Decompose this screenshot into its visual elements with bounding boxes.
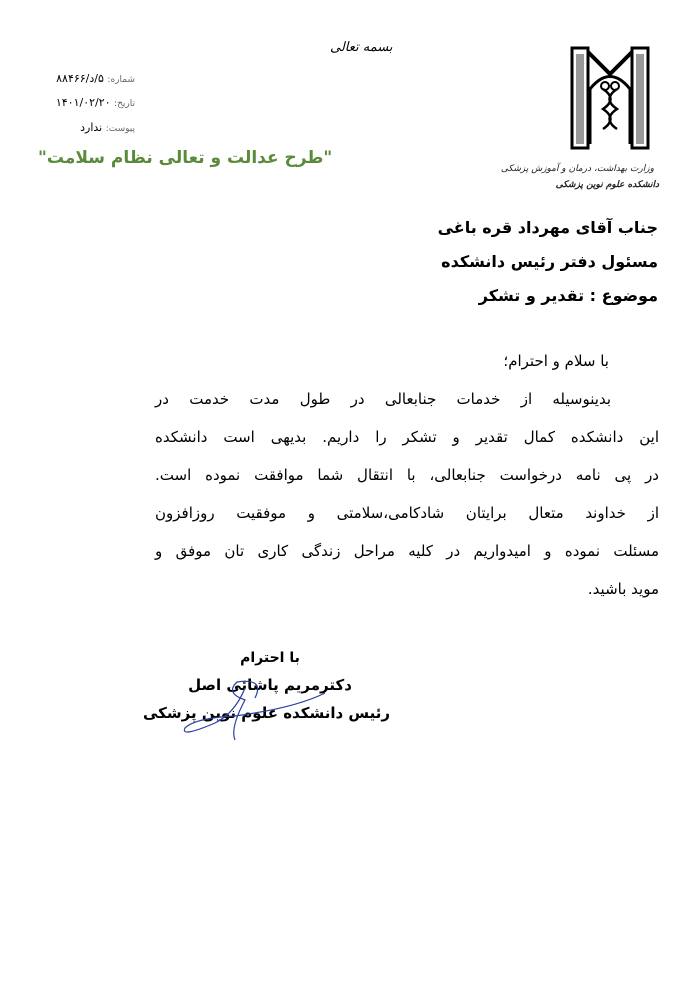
addressee-position: مسئول دفتر رئیس دانشکده [441, 252, 658, 271]
signature-closing: با احترام [240, 650, 300, 666]
number-label: شماره: [107, 75, 135, 85]
letter-date [56, 96, 135, 109]
body-line: بدینوسیله از خدمات جنابعالی در طول مدت خدمت در [155, 390, 611, 408]
addressee-name: جناب آقای مهرداد قره باغی [437, 218, 658, 237]
logo-caption-school: دانشکده علوم نوین پزشکی [555, 180, 659, 190]
body-line: در پی نامه درخواست جنابعالی، با انتقال شما موافقت نموده است. [155, 466, 659, 484]
attachment-value: ندارد [80, 121, 103, 134]
university-logo [568, 44, 652, 156]
letter-subject: موضوع : تقدیر و تشکر [478, 286, 658, 305]
greeting: با سلام و احترام؛ [503, 352, 609, 370]
signatory-name: دکترمریم پاشائی اصل [188, 676, 352, 694]
handwritten-signature [175, 668, 335, 748]
letter-number [56, 72, 135, 85]
date-value: ۱۴۰۱/۰۲/۲۰ [55, 96, 111, 109]
body-line: از خداوند متعال برایتان شادکامی،سلامتی و موفقیت روزافزون [155, 504, 659, 522]
logo-emblem-icon [568, 44, 652, 156]
signatory-title: رئیس دانشکده علوم نوین پزشکی [142, 704, 390, 722]
body-line: مسئلت نموده و امیدواریم در کلیه مراحل زندگی کاری تان موفق و [155, 542, 659, 560]
date-label: تاریخ: [114, 99, 135, 109]
number-value: ۵/د/۸۸۴۶۶ [56, 72, 104, 85]
body-line: موید باشید. [587, 580, 659, 598]
letter-attachment [80, 121, 135, 134]
logo-caption-ministry: وزارت بهداشت، درمان و آموزش پزشکی [500, 164, 654, 174]
body-line: این دانشکده کمال تقدیر و تشکر را داریم. بدیهی است دانشکده [155, 428, 659, 446]
slogan: "طرح عدالت و تعالی نظام سلامت" [38, 148, 333, 168]
attachment-label: پیوست: [105, 124, 135, 134]
top-mark: بسمه تعالی [330, 40, 393, 55]
